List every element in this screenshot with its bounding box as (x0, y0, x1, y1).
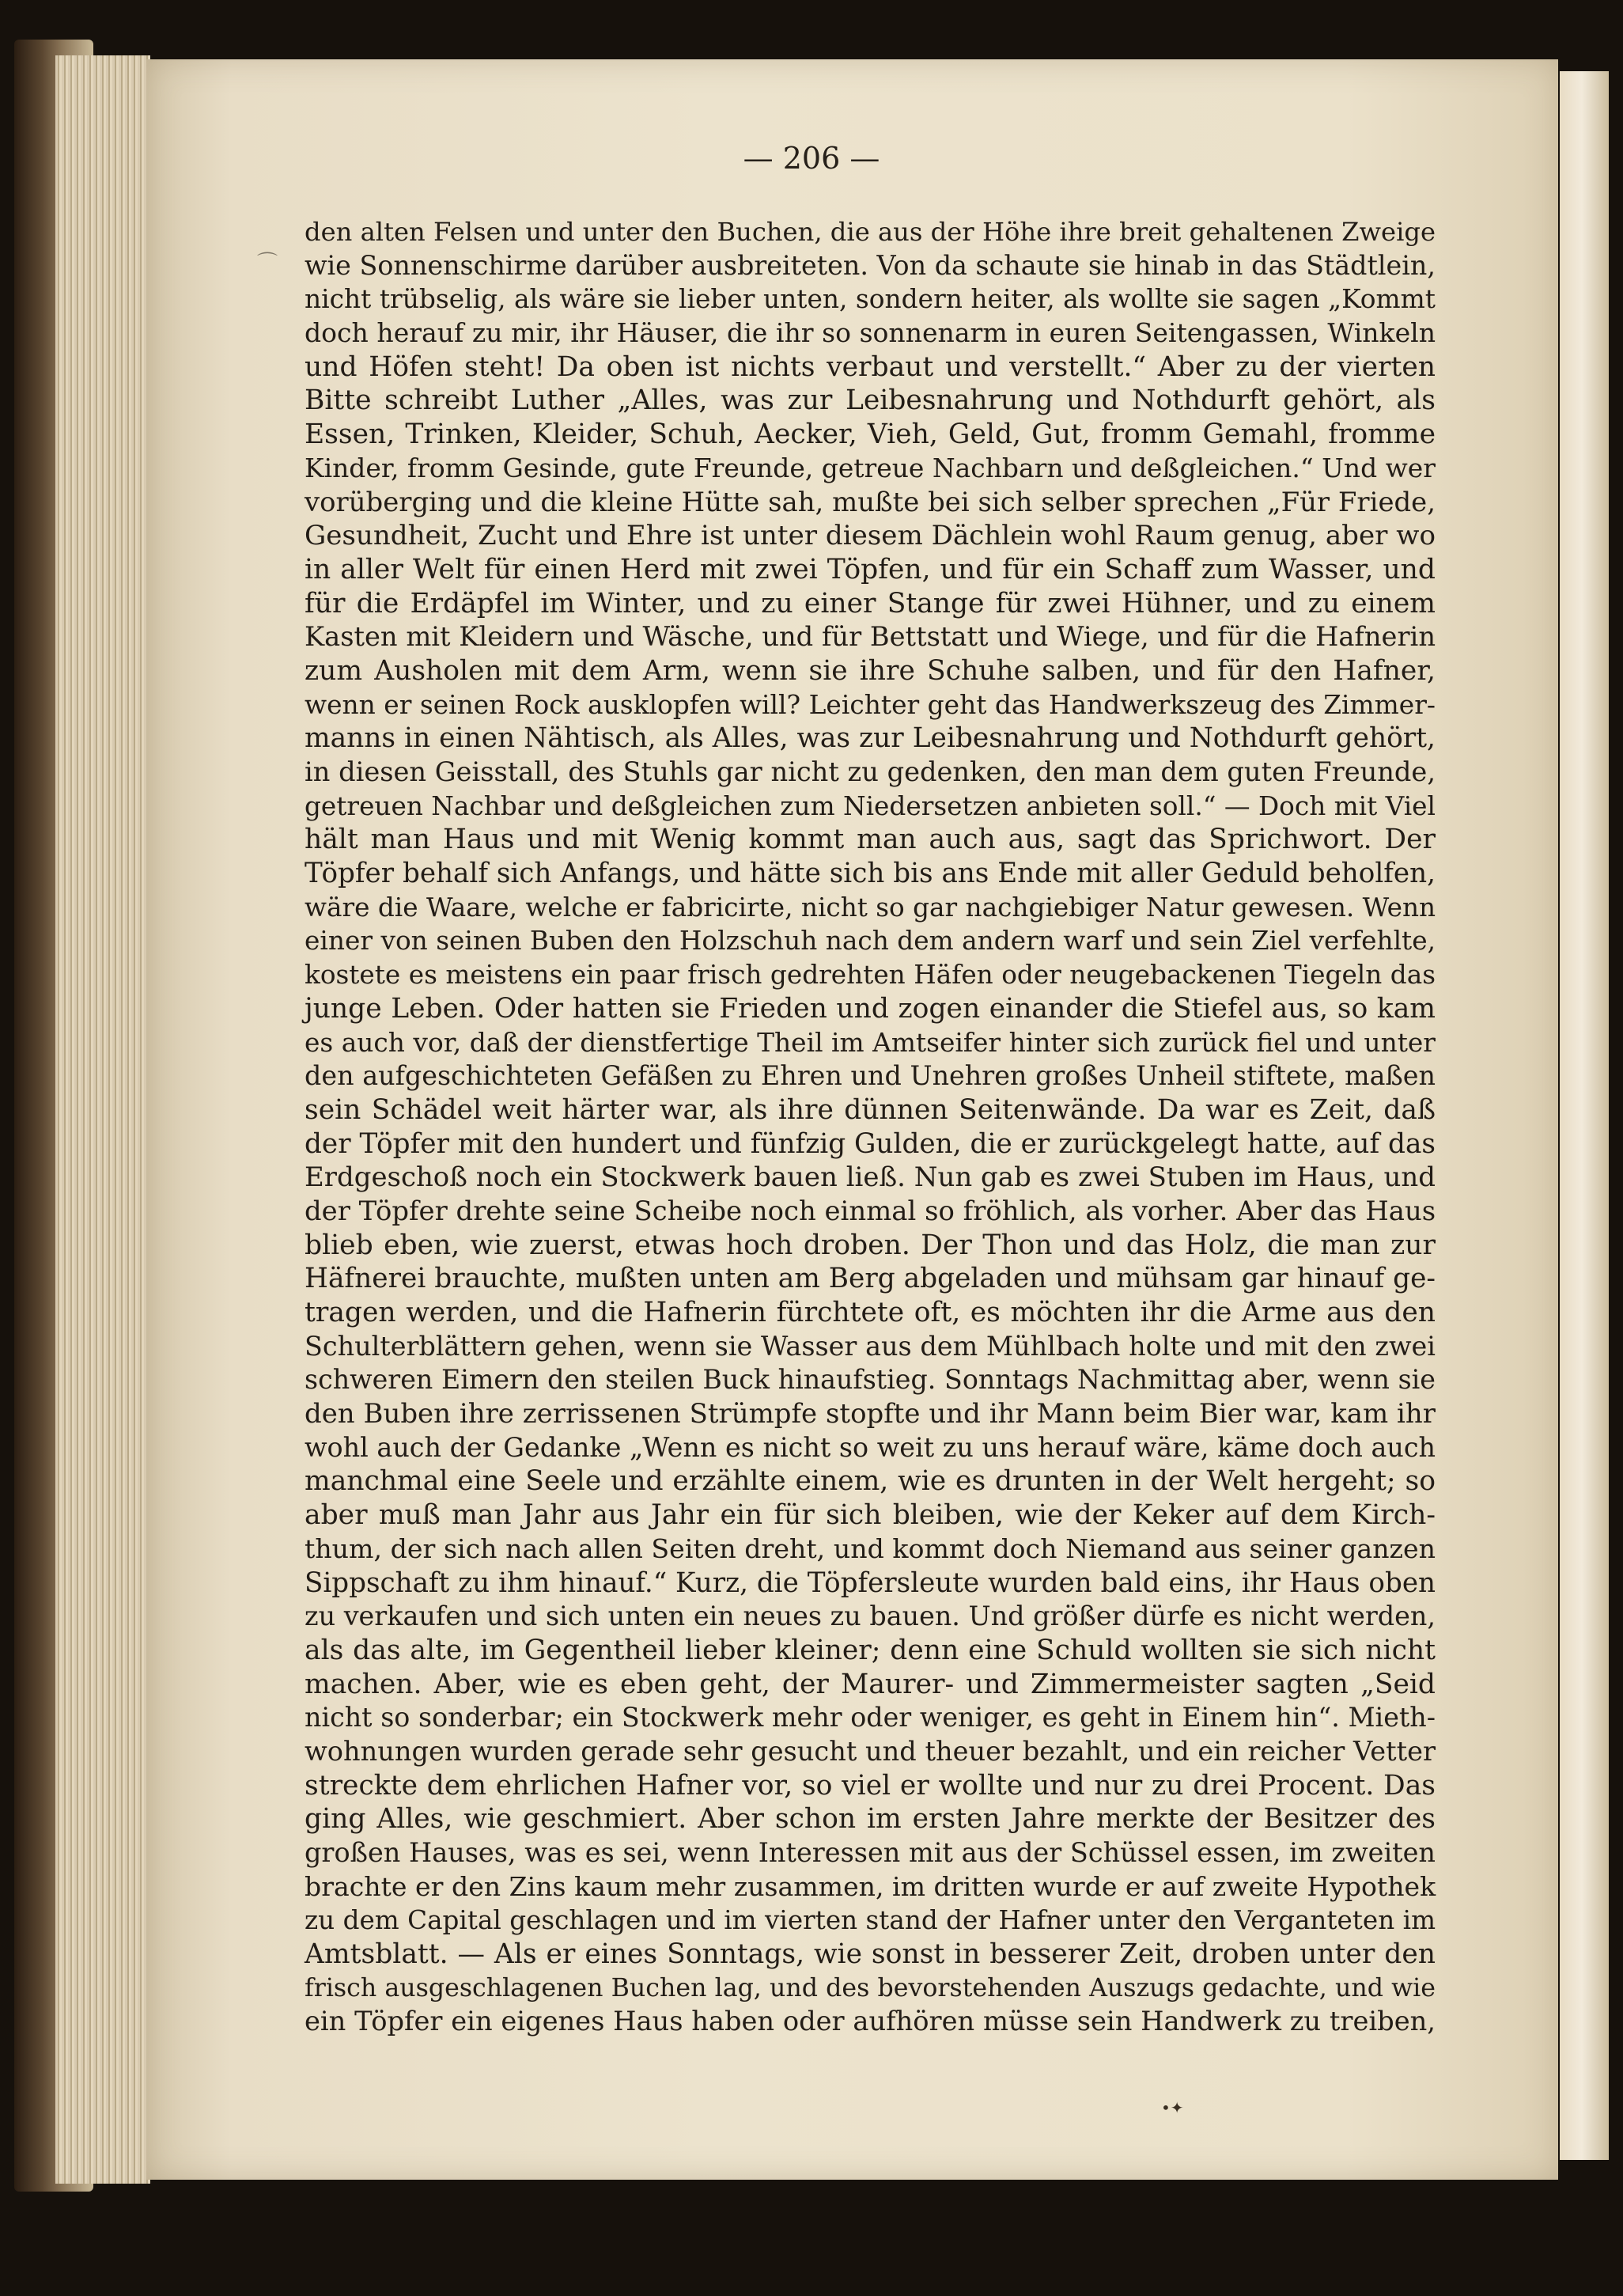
body-text (305, 215, 1436, 2039)
text-line: frisch ausgeschlagenen Buchen lag, und des bevorstehenden Auszugs gedachte, und wie (305, 1973, 1436, 2002)
text-line: Erdgeschoß noch ein Stockwerk bauen ließ. Nun gab es zwei Stuben im Haus, und (305, 1161, 1436, 1194)
text-line: einer von seinen Buben den Holzschuh nach dem andern warf und sein Ziel verfehlte, (305, 926, 1436, 957)
text-line: als das alte, im Gegentheil lieber kleiner; denn eine Schuld wollten sie sich nicht (305, 1634, 1436, 1666)
text-line: junge Leben. Oder hatten sie Frieden und zogen einander die Stiefel aus, so kam (305, 992, 1436, 1025)
text-line: zu verkaufen und sich unten ein neues zu bauen. Und größer dürfe es nicht werden, (305, 1601, 1436, 1632)
text-line: wohnungen wurden gerade sehr gesucht und theuer bezahlt, und ein reicher Vetter (305, 1735, 1436, 1767)
text-line: getreuen Nachbar und deßgleichen zum Niedersetzen anbieten soll.“ — Doch mit Viel (305, 790, 1436, 821)
text-line: manns in einen Nähtisch, als Alles, was zur Leibesnahrung und Nothdurft gehört, (305, 722, 1436, 755)
text-line: aber muß man Jahr aus Jahr ein für sich bleiben, wie der Keker auf dem Kirch- (305, 1499, 1436, 1532)
text-line: Kinder, fromm Gesinde, gute Freunde, getreue Nachbarn und deßgleichen.“ Und wer (305, 452, 1436, 483)
text-line: hält man Haus und mit Wenig kommt man auch aus, sagt das Sprichwort. Der (305, 824, 1436, 856)
text-line: für die Erdäpfel im Winter, und zu einer Stange für zwei Hühner, und zu einem (305, 587, 1436, 619)
text-line: der Töpfer mit den hundert und fünfzig Gulden, die er zurückgelegt hatte, auf das (305, 1127, 1436, 1160)
text-line: großen Hauses, was es sei, wenn Interessen mit aus der Schüssel essen, im zweiten (305, 1837, 1436, 1868)
text-line: thum, der sich nach allen Seiten dreht, und kommt doch Niemand aus seiner ganzen (305, 1533, 1436, 1564)
text-line: tragen werden, und die Hafnerin fürchtete oft, es möchten ihr die Arme aus den (305, 1297, 1436, 1328)
text-line: zu dem Capital geschlagen und im vierten stand der Hafner unter den Verganteten im (305, 1905, 1436, 1936)
text-line: doch herauf zu mir, ihr Häuser, die ihr so sonnenarm in euren Seitengassen, Winkeln (305, 317, 1436, 349)
text-line: in diesen Geisstall, des Stuhls gar nicht zu gedenken, den man dem guten Freunde, (305, 756, 1436, 787)
text-line: Kasten mit Kleidern und Wäsche, und für Bettstatt und Wiege, und für die Hafnerin (305, 621, 1436, 653)
text-line: den alten Felsen und unter den Buchen, die aus der Höhe ihre breit gehaltenen Zweige (305, 217, 1436, 247)
text-line: schweren Eimern den steilen Buck hinaufstieg. Sonntags Nachmittag aber, wenn sie (305, 1364, 1436, 1396)
page-edges-right (1560, 71, 1609, 2160)
text-line: nicht trübselig, als wäre sie lieber unten, sondern heiter, als wollte sie sagen „Kommt (305, 284, 1436, 315)
text-line: zum Ausholen mit dem Arm, wenn sie ihre Schuhe salben, und für den Hafner, (305, 654, 1436, 687)
text-line: Sippschaft zu ihm hinauf.“ Kurz, die Töpfersleute wurden bald eins, ihr Haus oben (305, 1567, 1436, 1599)
text-line: blieb eben, wie zuerst, etwas hoch droben. Der Thon und das Holz, die man zur (305, 1229, 1436, 1261)
text-line: machen. Aber, wie es eben geht, der Maurer- und Zimmermeister sagten „Seid (305, 1668, 1436, 1700)
text-line: vorüberging und die kleine Hütte sah, mußte bei sich selber sprechen „Für Friede, (305, 486, 1436, 517)
text-line: in aller Welt für einen Herd mit zwei Töpfen, und für ein Schaff zum Wasser, und (305, 553, 1436, 585)
text-line: den aufgeschichteten Gefäßen zu Ehren und Unehren großes Unheil stiftete, maßen (305, 1060, 1436, 1092)
page-edges-left (55, 55, 150, 2184)
text-line: der Töpfer drehte seine Scheibe noch einmal so fröhlich, als vorher. Aber das Haus (305, 1195, 1436, 1226)
text-line: Amtsblatt. — Als er eines Sonntags, wie sonst in besserer Zeit, droben unter den (305, 1938, 1436, 1971)
text-line: Töpfer behalf sich Anfangs, und hätte sich bis ans Ende mit aller Geduld beholfen, (305, 858, 1436, 890)
printer-ornament-icon: •✦ (1161, 2098, 1184, 2117)
text-line: Bitte schreibt Luther „Alles, was zur Leibesnahrung und Nothdurft gehört, als (305, 385, 1436, 417)
text-line: den Buben ihre zerrissenen Strümpfe stopfte und ihr Mann beim Bier war, kam ihr (305, 1398, 1436, 1430)
text-line: wie Sonnenschirme darüber ausbreiteten. Von da schaute sie hinab in das Städtlein, (305, 249, 1436, 281)
text-line: brachte er den Zins kaum mehr zusammen, im dritten wurde er auf zweite Hypothek (305, 1870, 1436, 1902)
pencil-mark-icon: ⌒ (257, 252, 278, 275)
text-line: und Höfen steht! Da oben ist nichts verbaut und verstellt.“ Aber zu der vierten (305, 350, 1436, 383)
page-number: — 206 — (743, 141, 880, 176)
text-line: ein Töpfer ein eigenes Haus haben oder aufhören müsse sein Handwerk zu treiben, (305, 2006, 1436, 2037)
text-line: ging Alles, wie geschmiert. Aber schon im ersten Jahre merkte der Besitzer des (305, 1803, 1436, 1836)
text-line: Häfnerei brauchte, mußten unten am Berg abgeladen und mühsam gar hinauf ge- (305, 1263, 1436, 1295)
text-line: streckte dem ehrlichen Hafner vor, so viel er wollte und nur zu drei Procent. Das (305, 1769, 1436, 1802)
text-line: kostete es meistens ein paar frisch gedrehten Häfen oder neugebackenen Tiegeln das (305, 960, 1436, 991)
text-line: manchmal eine Seele und erzählte einem, wie es drunten in der Welt hergeht; so (305, 1465, 1436, 1498)
text-line: wäre die Waare, welche er fabricirte, nicht so gar nachgiebiger Natur gewesen. Wenn (305, 892, 1436, 923)
text-line: Gesundheit, Zucht und Ehre ist unter diesem Dächlein wohl Raum genug, aber wo (305, 520, 1436, 552)
text-line: Essen, Trinken, Kleider, Schuh, Aecker, Vieh, Geld, Gut, fromm Gemahl, fromme (305, 419, 1436, 451)
text-line: sein Schädel weit härter war, als ihre dünnen Seitenwände. Da war es Zeit, daß (305, 1093, 1436, 1126)
text-line: Schulterblättern gehen, wenn sie Wasser aus dem Mühlbach holte und mit den zwei (305, 1330, 1436, 1362)
text-line: es auch vor, daß der dienstfertige Theil im Amtseifer hinter sich zurück fiel und unter (305, 1027, 1436, 1058)
text-line: wohl auch der Gedanke „Wenn es nicht so weit zu uns herauf wäre, käme doch auch (305, 1431, 1436, 1463)
text-line: wenn er seinen Rock ausklopfen will? Leichter geht das Handwerkszeug des Zimmer- (305, 689, 1436, 720)
text-line: nicht so sonderbar; ein Stockwerk mehr oder weniger, es geht in Einem hin“. Mieth- (305, 1702, 1436, 1733)
